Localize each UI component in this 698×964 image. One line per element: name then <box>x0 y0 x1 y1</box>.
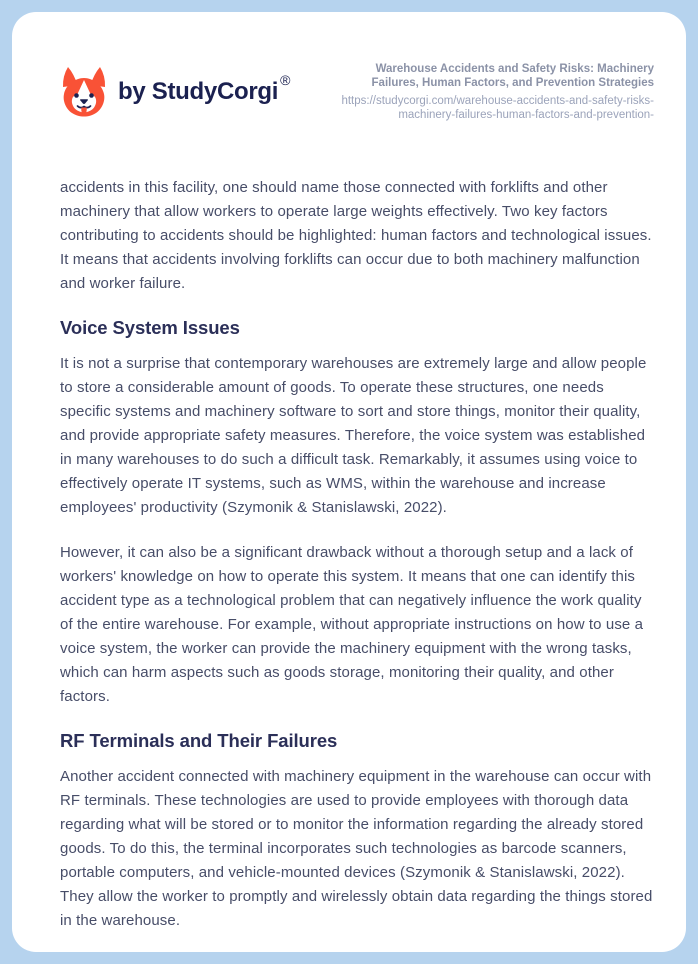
document-card <box>12 12 686 952</box>
document-meta <box>340 62 654 122</box>
rf-terminals-paragraph: Another accident connected with machinery equipment in the warehouse can occur with RF terminals. These technologies are used to provide employees with thorough data regarding what will be stored or to monitor the information regarding the already stored goods. To do this, the terminal incorporates such technologies as barcode scanners, portable computers, and vehicle-mounted devices (Szymonik & Stanislawski, 2022). They allow the worker to promptly and wirelessly obtain data regarding the things stored in the warehouse. <box>60 768 653 929</box>
section-heading-voice-system: Voice System Issues <box>60 317 240 338</box>
article-body <box>60 176 654 933</box>
document-url-link[interactable]: https://studycorgi.com/warehouse-accidents-and-safety-risks-machinery-failures-human-factors-and-prevention- <box>341 95 654 121</box>
voice-system-paragraph-2: However, it can also be a significant drawback without a thorough setup and a lack of workers' knowledge on how to operate this system. It means that one can identify this accident type as a technological problem that can negatively influence the work quality of the entire warehouse. For example, without appropriate instructions on how to use a voice system, the worker can provide the machinery equipment with the wrong tasks, which can harm aspects such as goods storage, monitoring their quality, and other factors. <box>60 544 644 705</box>
registered-trademark: ® <box>280 72 291 88</box>
voice-system-paragraph-1: It is not a surprise that contemporary warehouses are extremely large and allow people to store a considerable amount of goods. To operate these structures, one needs specific systems and machinery software to sort and store things, monitor their quality, and provide appropriate safety measures. Therefore, the voice system was established in many warehouses to do such a difficult task. Remarkably, it assumes using voice to effectively operate IT systems, such as WMS, within the warehouse and increase employees' productivity (Szymonik & Stanislawski, 2022). <box>60 355 647 516</box>
corgi-icon <box>60 66 108 118</box>
brand-text: by StudyCorgi ® <box>118 72 291 105</box>
section-heading-rf-terminals: RF Terminals and Their Failures <box>60 730 338 751</box>
document-title: Warehouse Accidents and Safety Risks: Machinery Failures, Human Factors, and Prevention Strategies <box>371 63 654 89</box>
page-header <box>60 62 654 122</box>
intro-paragraph: accidents in this facility, one should name those connected with forklifts and other machinery that allow workers to operate large weights effectively. Two key factors contributing to accidents should be highlighted: human factors and technological issues. It means that accidents involving forklifts can occur due to both machinery malfunction and worker failure. <box>60 179 652 292</box>
studycorgi-logo[interactable] <box>60 66 290 118</box>
